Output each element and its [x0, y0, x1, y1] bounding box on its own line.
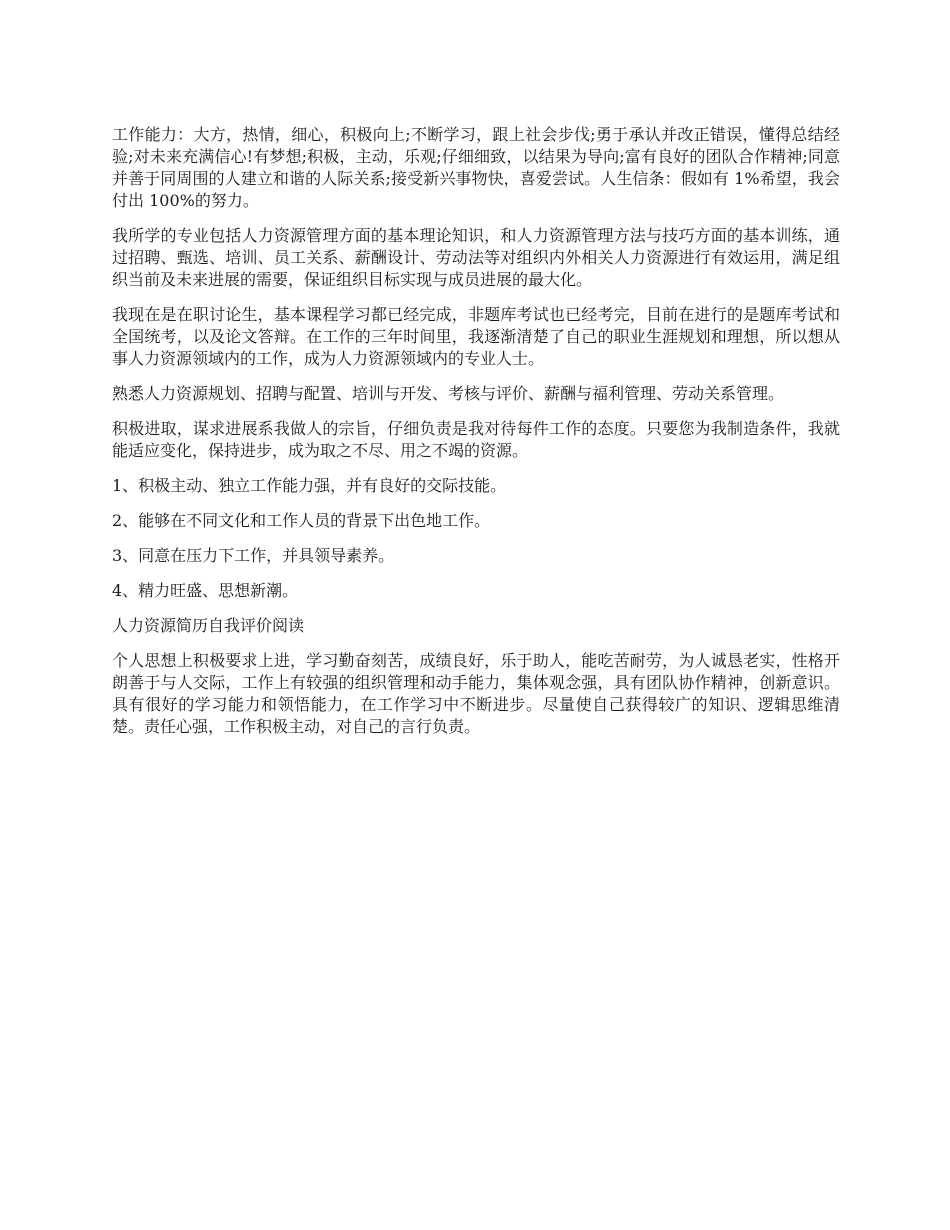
paragraph-work-ability: 工作能力：大方，热情，细心，积极向上;不断学习，跟上社会步伐;勇于承认并改正错误，懂得总结经验;对未来充满信心!有梦想;积极，主动，乐观;仔细细致，以结果为导向;富有良好的团队合作精神;同意并善于同周围的人建立和谐的人际关系;接受新兴事物快，喜爱尝试。人生信条：假如有 1%希望，我会付出 100%的努力。: [112, 125, 840, 210]
list-item-4: 4、精力旺盛、思想新潮。: [112, 581, 299, 600]
paragraph-skills: 熟悉人力资源规划、招聘与配置、培训与开发、考核与评价、薪酬与福利管理、劳动关系管理。: [112, 384, 785, 403]
paragraph-self-evaluation: 个人思想上积极要求上进，学习勤奋刻苦，成绩良好，乐于助人，能吃苦耐劳，为人诚恳老实，性格开朗善于与人交际，工作上有较强的组织管理和动手能力，集体观念强，具有团队协作精神，创新意识。具有很好的学习能力和领悟能力，在工作学习中不断进步。尽量使自己获得较广的知识、逻辑思维清楚。责任心强，工作积极主动，对自己的言行负责。: [112, 651, 840, 736]
paragraph-attitude: 积极进取，谋求进展系我做人的宗旨，仔细负责是我对待每件工作的态度。只要您为我制造条件，我就能适应变化，保持进步，成为取之不尽、用之不竭的资源。: [112, 419, 840, 460]
list-item-2: 2、能够在不同文化和工作人员的背景下出色地工作。: [112, 511, 491, 530]
paragraph-current-study: 我现在是在职讨论生，基本课程学习都已经完成，非题库考试也已经考完，目前在进行的是题库考试和全国统考，以及论文答辩。在工作的三年时间里，我逐渐清楚了自己的职业生涯规划和理想，所以想从事人力资源领域内的工作，成为人力资源领域内的专业人士。: [112, 305, 840, 368]
section-heading: 人力资源简历自我评价阅读: [112, 616, 305, 635]
list-item-3: 3、同意在压力下工作，并具领导素养。: [112, 546, 395, 565]
paragraph-major: 我所学的专业包括人力资源管理方面的基本理论知识，和人力资源管理方法与技巧方面的基本训练，通过招聘、甄选、培训、员工关系、薪酬设计、劳动法等对组织内外相关人力资源进行有效运用，满足组织当前及未来进展的需要，保证组织目标实现与成员进展的最大化。: [112, 226, 840, 289]
document-body: [112, 124, 840, 751]
list-item-1: 1、积极主动、独立工作能力强，并有良好的交际技能。: [112, 476, 507, 495]
